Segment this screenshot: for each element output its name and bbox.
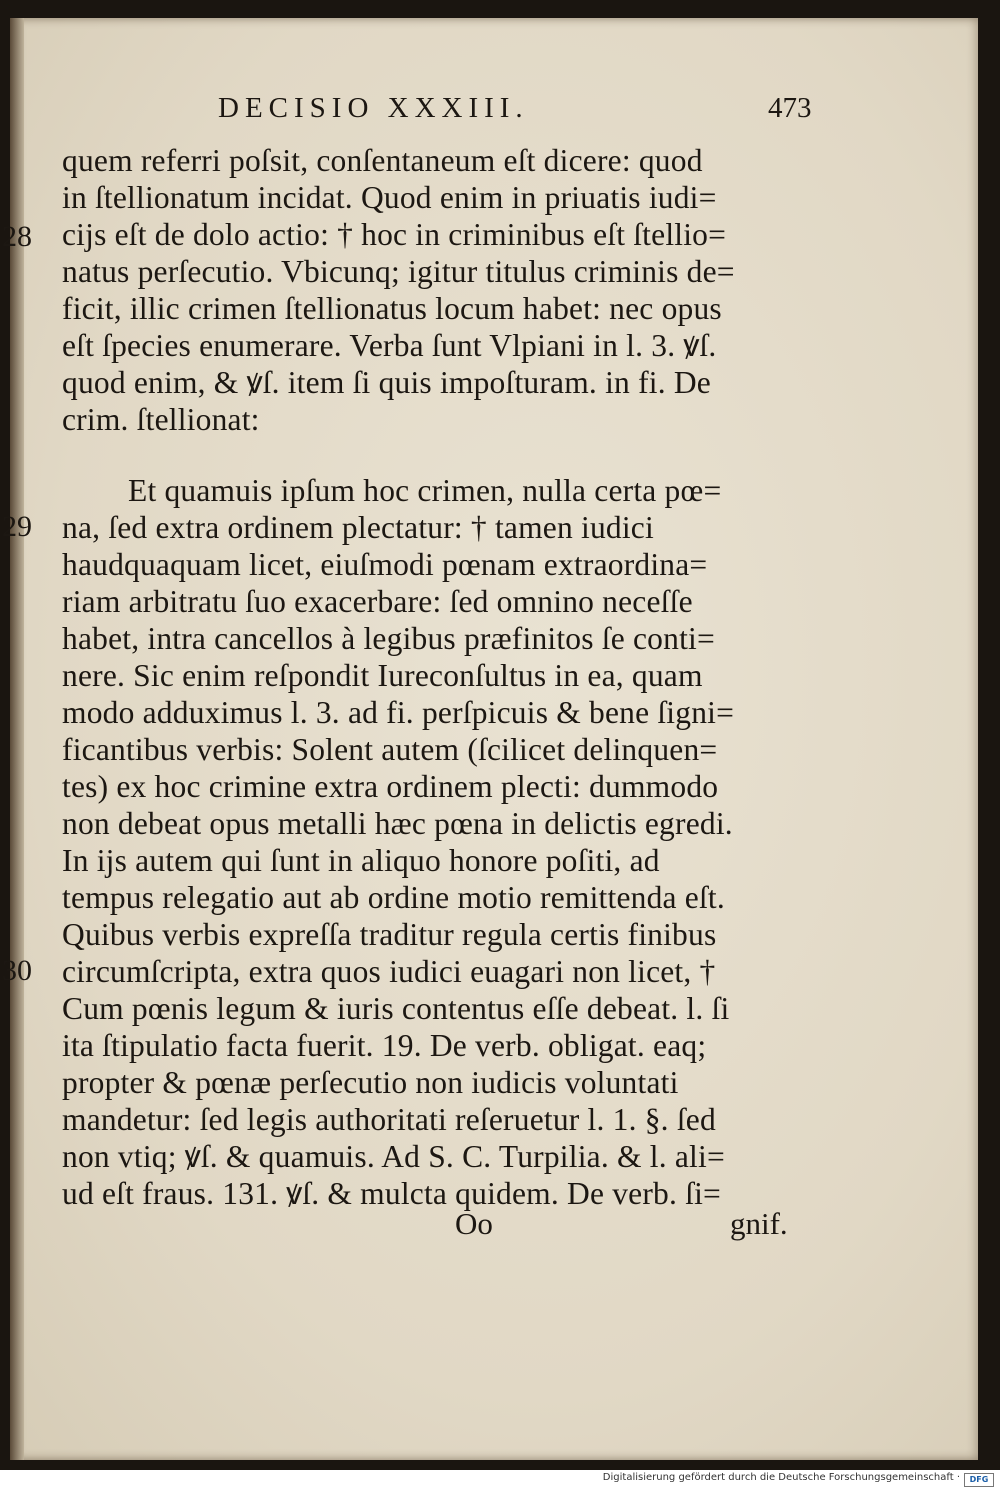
margin-number: 30 [2,954,32,987]
text-line: Et quamuis ipſum hoc crimen, nulla certa pœ= [128,473,722,508]
text-line: non debeat opus metalli hæc pœna in delictis egredi. [62,806,733,841]
text-line: ita ſtipulatio facta fuerit. 19. De verb. obligat. eaq; [62,1028,707,1063]
page-number: 473 [768,92,812,124]
running-head: DECISIO XXXIII. [218,92,529,124]
text-line: In ijs autem qui ſunt in aliquo honore poſiti, ad [62,843,660,878]
text-line: cijs eſt de dolo actio: † hoc in criminibus eſt ſtellio= [62,217,727,252]
margin-number: 29 [2,510,32,543]
text-line: habet, intra cancellos à legibus præfinitos ſe conti= [62,621,715,656]
text-line: Cum pœnis legum & iuris contentus eſſe debeat. l. ſi [62,991,730,1026]
text-line: ficit, illic crimen ſtellionatus locum habet: nec opus [62,291,722,326]
text-line: non vtiq; ꝟſ. & quamuis. Ad S. C. Turpilia. & l. ali= [62,1139,725,1174]
text-line: natus perſecutio. Vbicunq; igitur titulus criminis de= [62,254,735,289]
credit-bar [0,1470,1000,1489]
text-line: quod enim, & ꝟſ. item ſi quis impoſturam. in fi. De [62,365,711,400]
text-line: modo adduximus l. 3. ad fi. perſpicuis & bene ſigni= [62,695,735,730]
text-line: ud eſt fraus. 131. ꝟſ. & mulcta quidem. De verb. ſi= [62,1176,721,1211]
signature-mark: Oo [455,1206,493,1241]
text-line: ficantibus verbis: Solent autem (ſcilicet delinquen= [62,732,718,767]
text-line: na, ſed extra ordinem plectatur: † tamen iudici [62,510,654,545]
text-line: tempus relegatio aut ab ordine motio remittenda eſt. [62,880,725,915]
text-line: nere. Sic enim reſpondit Iureconſultus in ea, quam [62,658,703,693]
text-line: tes) ex hoc crimine extra ordinem plecti: dummodo [62,769,719,804]
text-line: Quibus verbis expreſſa traditur regula certis finibus [62,917,717,952]
margin-number: 28 [2,220,32,253]
text-line: eſt ſpecies enumerare. Verba ſunt Vlpiani in l. 3. ꝟſ. [62,328,717,363]
page-header [218,92,818,132]
credit-text: Digitalisierung gefördert durch die Deutsche Forschungsgemeinschaft · [602,1472,960,1483]
text-line: haudquaquam licet, eiuſmodi pœnam extraordina= [62,547,708,582]
text-line: mandetur: ſed legis authoritati reſeruetur l. 1. §. ſed [62,1102,716,1137]
text-line: circumſcripta, extra quos iudici euagari non licet, † [62,954,716,989]
text-line: crim. ſtellionat: [62,402,260,437]
text-line: quem referri poſsit, conſentaneum eſt dicere: quod [62,143,703,178]
text-line: propter & pœnæ perſecutio non iudicis voluntati [62,1065,679,1100]
text-line: riam arbitratu ſuo exacerbare: ſed omnino neceſſe [62,584,693,619]
dfg-logo-icon: DFG [964,1473,994,1487]
catchword: gnif. [730,1206,788,1241]
text-line: in ſtellionatum incidat. Quod enim in priuatis iudi= [62,180,717,215]
